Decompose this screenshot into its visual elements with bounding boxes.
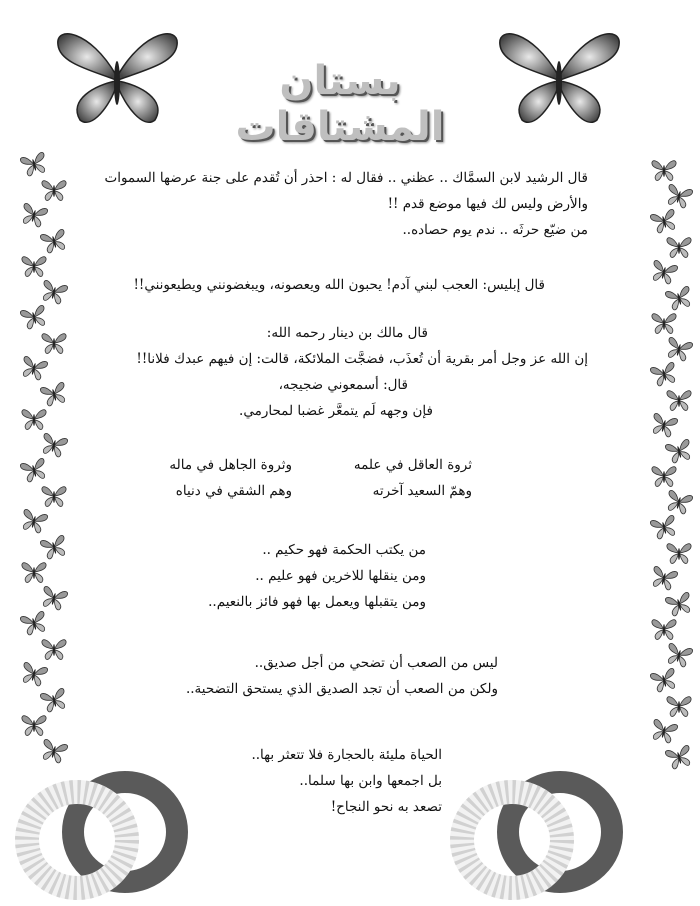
text-line: وثروة الجاهل في ماله	[169, 457, 292, 473]
small-butterfly-icon	[647, 512, 680, 542]
section-4-left	[169, 452, 292, 504]
small-butterfly-icon	[20, 713, 48, 737]
small-butterfly-icon	[662, 741, 695, 771]
text-line: والأرض وليس لك فيها موضع قدم !!	[387, 196, 588, 212]
small-butterfly-icon	[20, 560, 48, 584]
section-5	[208, 537, 426, 615]
small-butterfly-icon	[647, 665, 680, 695]
small-butterfly-icon	[650, 311, 678, 335]
page-title: بستان المشتاقات	[235, 58, 445, 150]
small-butterfly-icon	[647, 206, 680, 236]
small-butterfly-icon	[17, 149, 50, 179]
small-butterfly-icon	[17, 608, 50, 638]
text-line: ثروة العاقل في علمه	[353, 457, 472, 473]
text-line: ليس من الصعب أن تضحي من أجل صديق..	[254, 655, 498, 671]
text-line: من ضيّع حرثَه .. ندم يوم حصاده..	[402, 222, 588, 238]
small-butterfly-icon	[662, 639, 695, 669]
text-line: وهمّ السعيد آخرته	[372, 483, 472, 499]
small-butterfly-icon	[662, 180, 695, 210]
text-line: ومن يتقبلها ويعمل بها فهو فائز بالنعيم..	[208, 594, 426, 610]
text-line: فإن وجهه لَم يتمعَّر غضبا لمحارمي.	[239, 403, 433, 419]
section-7	[251, 742, 442, 820]
small-butterfly-icon	[647, 359, 680, 389]
text-line: قال مالك بن دينار رحمه الله:	[266, 325, 428, 341]
text-line: ولكن من الصعب أن تجد الصديق الذي يستحق التضحية..	[185, 681, 498, 697]
text-line: قال إبليس: العجب لبني آدم! يحبون الله ويعصونه، ويبغضونني ويطيعونني!!	[133, 277, 545, 293]
small-butterfly-icon	[662, 486, 695, 516]
text-line: قال: أسمعوني ضجيجه،	[278, 377, 408, 393]
small-butterfly-icon	[17, 659, 50, 689]
small-butterfly-icon	[662, 588, 695, 618]
small-butterfly-icon	[20, 254, 48, 278]
section-2	[133, 272, 545, 298]
small-butterfly-icon	[662, 333, 695, 363]
small-butterfly-icon	[662, 282, 695, 312]
small-butterfly-icon	[17, 506, 50, 536]
text-line: وهم الشقي في دنياه	[175, 483, 292, 499]
section-4-right	[354, 452, 472, 504]
butterfly-left-icon	[50, 25, 185, 130]
small-butterfly-icon	[17, 302, 50, 332]
text-line: تصعد به نحو النجاح!	[330, 799, 442, 815]
section-3	[136, 320, 588, 424]
text-line: الحياة مليئة بالحجارة فلا تتعثر بها..	[251, 747, 442, 763]
small-butterfly-icon	[40, 484, 68, 508]
small-butterfly-icon	[650, 464, 678, 488]
small-butterfly-icon	[647, 410, 680, 440]
small-butterfly-icon	[650, 617, 678, 641]
small-butterfly-icon	[665, 694, 693, 718]
text-line: بل اجمعها وابن بها سلما..	[299, 773, 442, 789]
small-butterfly-icon	[20, 407, 48, 431]
small-butterfly-icon	[40, 178, 68, 202]
small-butterfly-icon	[17, 353, 50, 383]
small-butterfly-icon	[17, 200, 50, 230]
small-butterfly-icon	[17, 455, 50, 485]
small-butterfly-icon	[665, 235, 693, 259]
section-1	[104, 165, 588, 243]
small-butterfly-icon	[647, 716, 680, 746]
small-butterfly-icon	[37, 735, 70, 765]
text-line: ومن ينقلها للاخرين فهو عليم ..	[255, 568, 426, 584]
small-butterfly-icon	[665, 388, 693, 412]
section-6	[186, 650, 498, 702]
small-butterfly-icon	[662, 435, 695, 465]
text-line: قال الرشيد لابن السمَّاك .. عظني .. فقال له : احذر أن تُقدم على جنة عرضها السموات	[104, 170, 588, 186]
rings-right-icon	[450, 770, 625, 900]
text-line: إن الله عز وجل أمر بقرية أن تُعذَب، فضجَّت الملائكة، قالت: إن فيهم عبدك فلانا!!	[136, 351, 588, 367]
small-butterfly-icon	[40, 331, 68, 355]
small-butterfly-icon	[647, 257, 680, 287]
small-butterfly-icon	[665, 541, 693, 565]
small-butterfly-icon	[647, 563, 680, 593]
text-line: من يكتب الحكمة فهو حكيم ..	[262, 542, 426, 558]
small-butterfly-icon	[650, 158, 678, 182]
small-butterfly-icon	[40, 637, 68, 661]
rings-left-icon	[15, 770, 190, 900]
butterfly-right-icon	[492, 25, 627, 130]
